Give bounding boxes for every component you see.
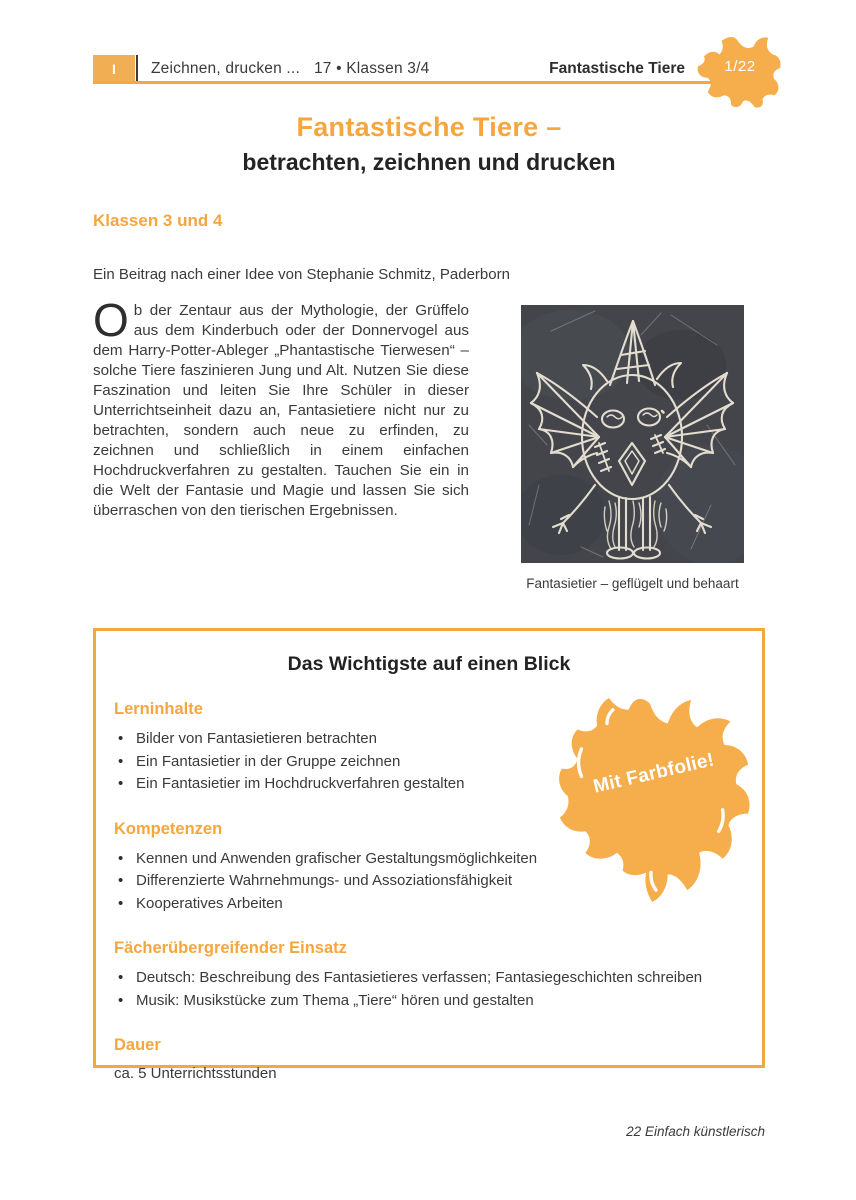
figure-caption: Fantasietier – geflügelt und behaart: [526, 576, 739, 591]
farbfolie-label: Mit Farbfolie!: [591, 749, 717, 798]
list-item: • Bilder von Fantasietieren betrachten: [114, 728, 744, 751]
section-heading-faecheruebergreifend: Fächerübergreifender Einsatz: [114, 939, 347, 957]
duration-note: ca. 5 Unterrichtsstunden: [114, 1065, 277, 1082]
bullet-icon: •: [118, 969, 124, 986]
page-title-line2: betrachten, zeichnen und drucken: [242, 149, 616, 175]
page-title-line1: Fantastische Tiere –: [296, 112, 562, 142]
fantasy-creature-drawing: [521, 305, 744, 563]
faecheruebergreifend-list: [114, 967, 744, 1012]
overview-title: Das Wichtigste auf einen Blick: [287, 653, 571, 675]
list-item: • Differenzierte Wahrnehmungs- und Assoziationsfähigkeit: [114, 870, 744, 893]
bullet-icon: •: [118, 991, 124, 1009]
bullet-icon: •: [118, 894, 124, 912]
grade-label: Klassen 3 und 4: [93, 211, 223, 230]
chapter-tab-label: I: [112, 60, 116, 77]
list-item: • Deutsch: Beschreibung des Fantasietieres verfassen; Fantasiegeschichten schreiben: [114, 967, 744, 990]
byline: Ein Beitrag nach einer Idee von Stephanie Schmitz, Paderborn: [93, 266, 510, 283]
figure: [521, 305, 744, 591]
overview-box: [93, 628, 765, 1082]
bullet-icon: •: [118, 730, 124, 747]
intro-text: b der Zentaur aus der Mythologie, der Grüffelo aus dem Kinderbuch oder der Donnervogel aus dem Harry-Potter-Ableger „Phantastische Tierwesen“ – solche Tiere faszinieren Jung und Alt. Nutzen Sie diese Faszination und leiten Sie Ihre Schüler in dieser Unterrichtseinheit dazu an, Fantasietiere nicht nur zu betrachten, sondern auch neue zu erfinden, zu zeichnen und schließlich in einem einfachen Hochdruckverfahren zu gestalten. Tauchen Sie ein in die Welt der Fantasie und Magie und lassen Sie sich überraschen von den tierischen Ergebnissen.: [93, 302, 469, 519]
bullet-icon: •: [118, 752, 124, 770]
list-item: • Musik: Musikstücke zum Thema „Tiere“ hören und gestalten: [114, 990, 744, 1013]
bullet-icon: •: [118, 775, 124, 792]
header-rule: [93, 81, 765, 84]
list-item: • Ein Fantasietier in der Gruppe zeichnen: [114, 751, 744, 774]
list-item: • Kooperatives Arbeiten: [114, 893, 744, 916]
page-badge: 1/22: [724, 58, 756, 75]
page-badge-splat: [696, 34, 784, 110]
section-heading-dauer: Dauer: [114, 1036, 161, 1054]
header-issue: 17 • Klassen 3/4: [313, 59, 430, 77]
header-unit-title: Fantastische Tiere: [549, 59, 685, 77]
list-item: • Ein Fantasietier im Hochdruckverfahren gestalten: [114, 773, 744, 796]
page-footer: 22 Einfach künstlerisch: [626, 1124, 765, 1139]
bullet-icon: •: [118, 872, 124, 889]
section-heading-lerninhalte: Lerninhalte: [114, 700, 203, 718]
farbfolie-splat: [556, 687, 752, 905]
section-heading-kompetenzen: Kompetenzen: [114, 819, 223, 838]
intro-paragraph: [93, 294, 469, 521]
list-item: • Kennen und Anwenden grafischer Gestaltungsmöglichkeiten: [114, 848, 744, 871]
drop-cap: O: [93, 294, 129, 346]
header-topic: Zeichnen, drucken ...: [151, 59, 300, 77]
bullet-icon: •: [118, 849, 124, 867]
